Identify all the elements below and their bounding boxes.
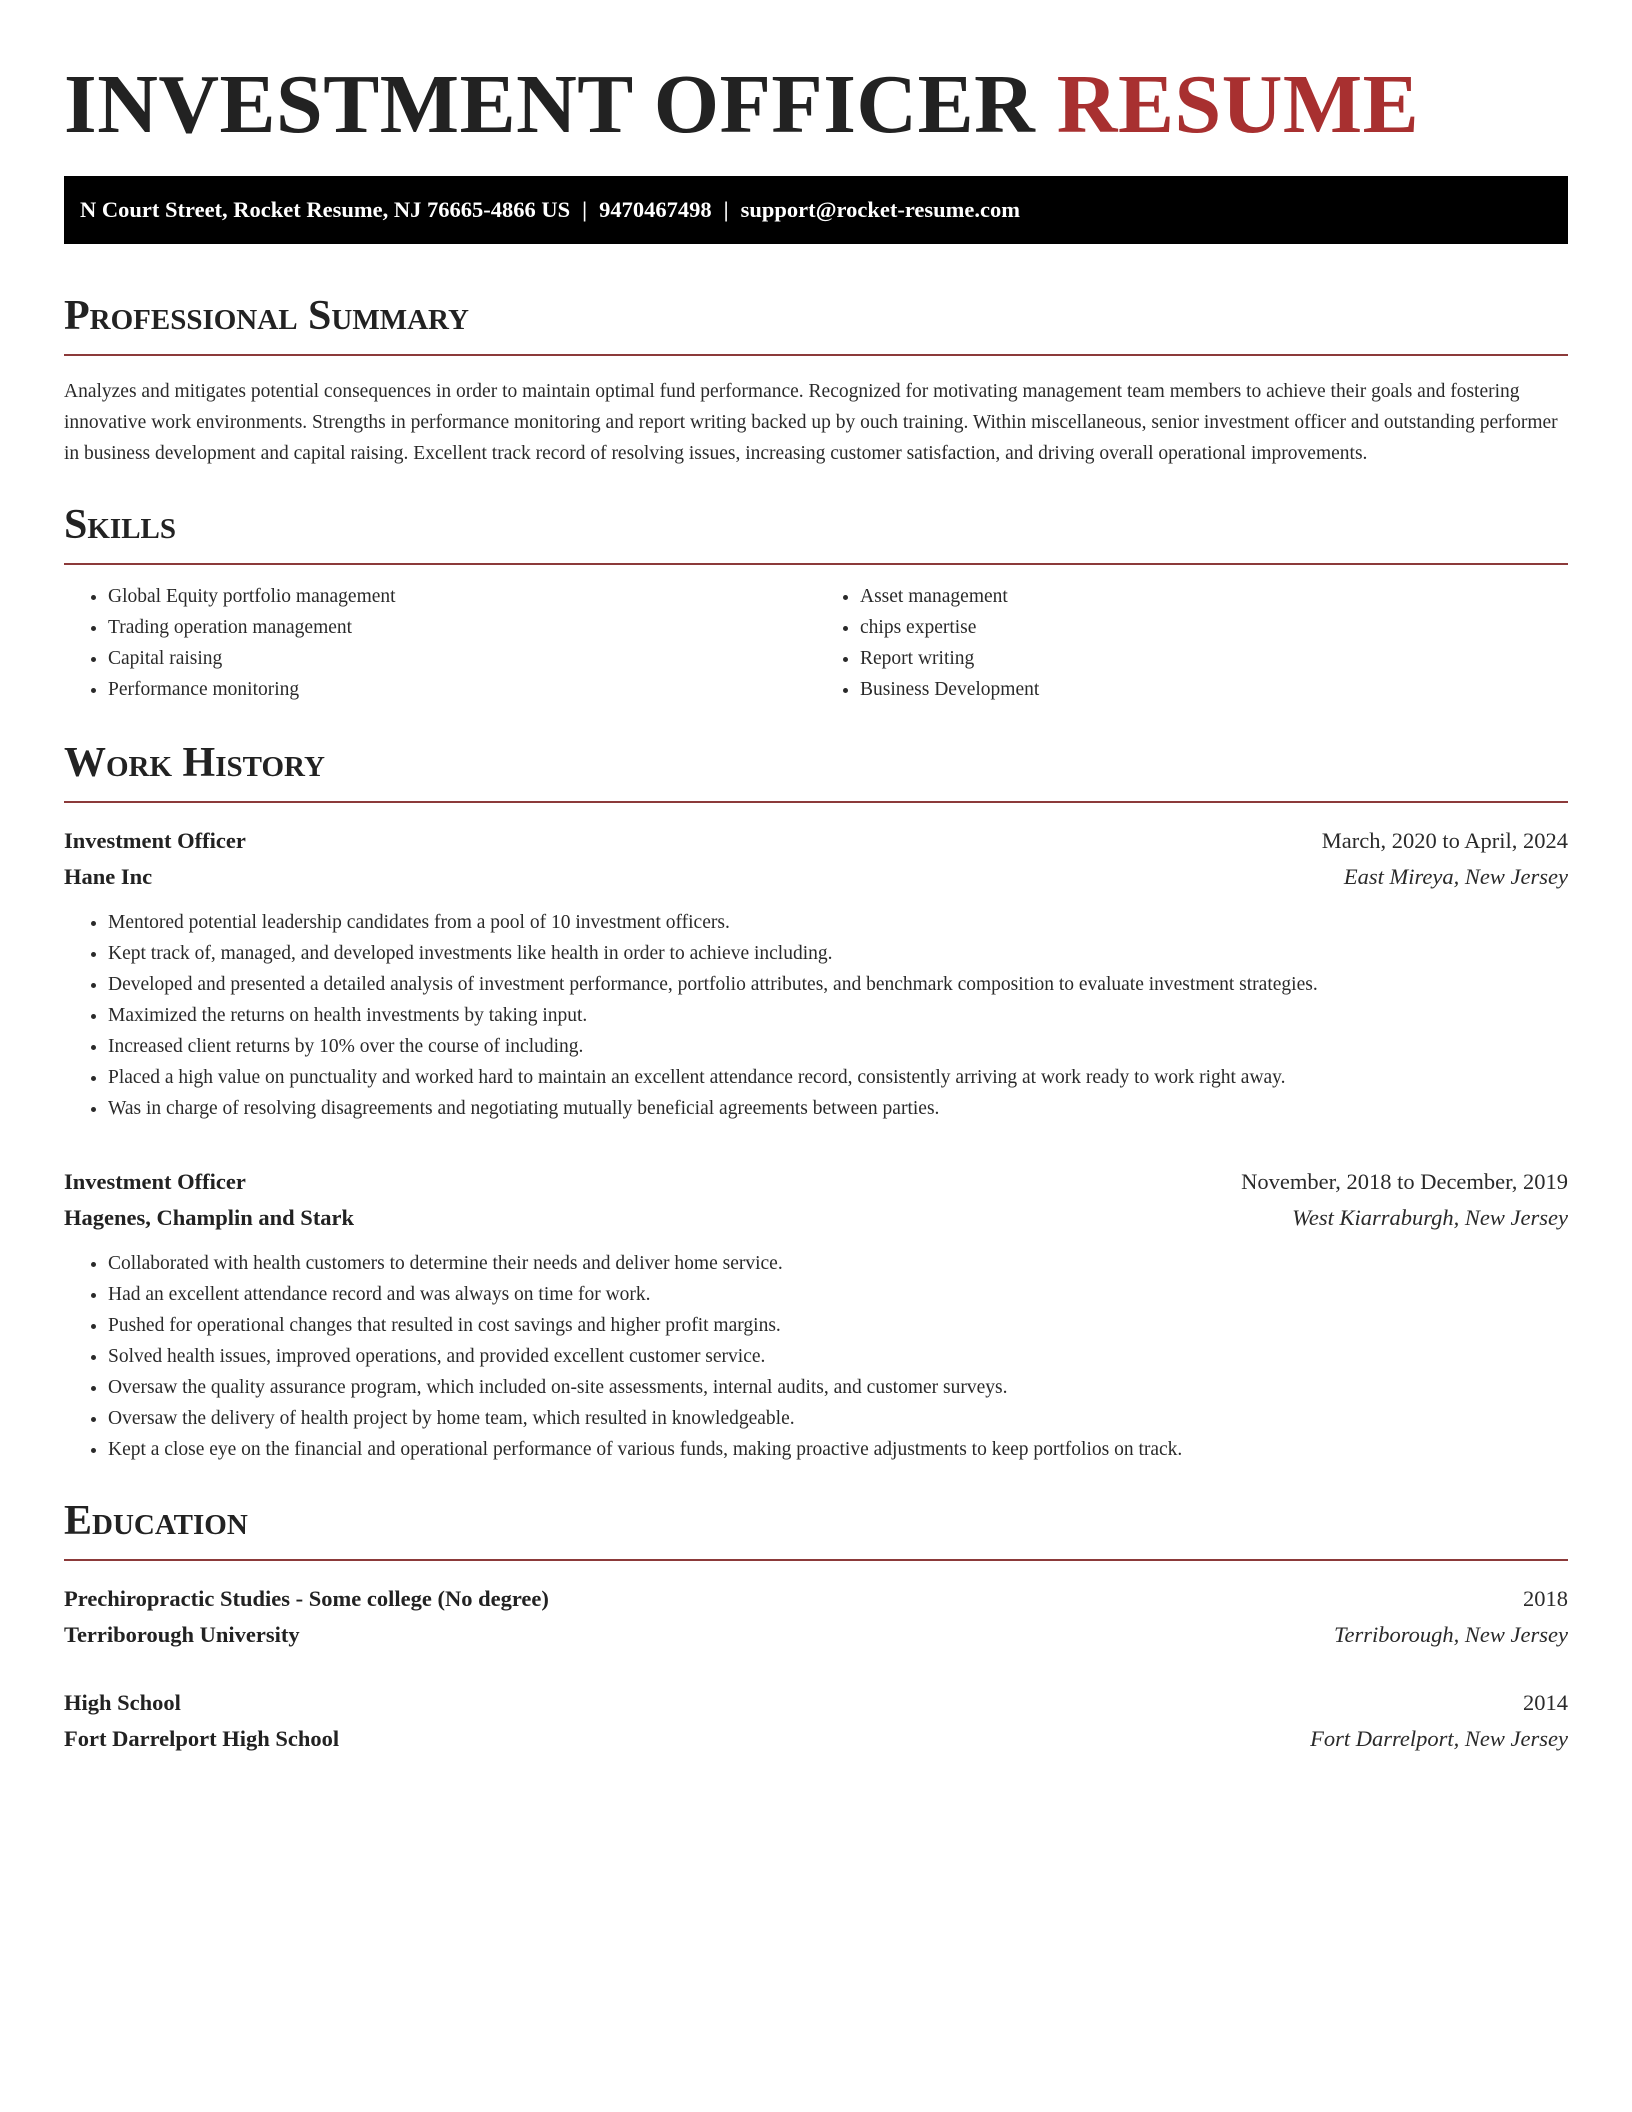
job-bullet: • Kept a close eye on the financial and operational performance of various funds, making proactive adjustments to keep portfolios on track. xyxy=(108,1434,1568,1465)
job-title: Investment Officer xyxy=(64,1169,246,1194)
skill-item: • Capital raising xyxy=(108,643,816,674)
contact-separator: | xyxy=(723,197,729,222)
job-bullet: • Collaborated with health customers to determine their needs and deliver home service. xyxy=(108,1248,1568,1279)
title-accent: RESUME xyxy=(1056,58,1420,151)
job-company: Hagenes, Champlin and Stark xyxy=(64,1205,355,1230)
job-dates: November, 2018 to December, 2019 xyxy=(1241,1169,1568,1194)
job-bullet: • Was in charge of resolving disagreements and negotiating mutually beneficial agreements between parties. xyxy=(108,1093,1568,1124)
work-history-heading: Work History xyxy=(64,733,1568,803)
skills-heading: Skills xyxy=(64,495,1568,565)
education-school-row xyxy=(64,1617,1568,1653)
job-company: Hane Inc xyxy=(64,864,153,889)
job-entry xyxy=(64,1164,1568,1465)
job-bullet: • Had an excellent attendance record and was always on time for work. xyxy=(108,1279,1568,1310)
job-location: West Kiarraburgh, New Jersey xyxy=(1292,1205,1568,1230)
job-bullet: • Oversaw the quality assurance program, which included on-site assessments, internal audits, and customer surveys. xyxy=(108,1372,1568,1403)
education-location: Fort Darrelport, New Jersey xyxy=(1310,1726,1568,1751)
education-degree: High School xyxy=(64,1690,181,1715)
education-degree-row xyxy=(64,1581,1568,1617)
job-location: East Mireya, New Jersey xyxy=(1343,864,1568,889)
job-company-row xyxy=(64,1200,1568,1236)
skills-grid xyxy=(64,581,1568,705)
contact-address: N Court Street, Rocket Resume, NJ 76665-4866 US xyxy=(80,197,571,222)
summary-section xyxy=(64,286,1568,469)
job-bullet: • Kept track of, managed, and developed investments like health in order to achieve including. xyxy=(108,938,1568,969)
job-bullets xyxy=(64,1248,1568,1465)
page-title xyxy=(64,0,1568,160)
job-bullet: • Solved health issues, improved operations, and provided excellent customer service. xyxy=(108,1341,1568,1372)
contact-phone: 9470467498 xyxy=(599,197,712,222)
contact-bar xyxy=(64,176,1568,244)
education-year: 2018 xyxy=(1523,1586,1568,1611)
work-history-section xyxy=(64,733,1568,1465)
education-degree-row xyxy=(64,1685,1568,1721)
skill-item: • Global Equity portfolio management xyxy=(108,581,816,612)
job-bullet: • Maximized the returns on health investments by taking input. xyxy=(108,1000,1568,1031)
job-bullet: • Developed and presented a detailed analysis of investment performance, portfolio attributes, and benchmark composition to evaluate investment strategies. xyxy=(108,969,1568,1000)
job-bullet: • Oversaw the delivery of health project by home team, which resulted in knowledgeable. xyxy=(108,1403,1568,1434)
skills-section xyxy=(64,495,1568,705)
skill-item: • Trading operation management xyxy=(108,612,816,643)
job-title-row xyxy=(64,823,1568,859)
education-school: Terriborough University xyxy=(64,1622,300,1647)
education-entry xyxy=(64,1685,1568,1757)
skill-item: • Performance monitoring xyxy=(108,674,816,705)
job-bullet: • Placed a high value on punctuality and worked hard to maintain an excellent attendance record, consistently arriving at work ready to work right away. xyxy=(108,1062,1568,1093)
job-bullets xyxy=(64,907,1568,1124)
job-dates: March, 2020 to April, 2024 xyxy=(1321,828,1568,853)
contact-email: support@rocket-resume.com xyxy=(740,197,1021,222)
education-year: 2014 xyxy=(1523,1690,1568,1715)
title-main: INVESTMENT OFFICER xyxy=(64,58,1036,151)
job-title: Investment Officer xyxy=(64,828,246,853)
job-bullet: • Mentored potential leadership candidates from a pool of 10 investment officers. xyxy=(108,907,1568,938)
contact-separator: | xyxy=(582,197,588,222)
skill-item: • chips expertise xyxy=(860,612,1568,643)
education-location: Terriborough, New Jersey xyxy=(1334,1622,1568,1647)
education-degree: Prechiropractic Studies - Some college (No degree) xyxy=(64,1586,549,1611)
job-bullet: • Pushed for operational changes that resulted in cost savings and higher profit margins. xyxy=(108,1310,1568,1341)
education-school: Fort Darrelport High School xyxy=(64,1726,340,1751)
summary-heading: Professional Summary xyxy=(64,286,1568,356)
job-title-row xyxy=(64,1164,1568,1200)
skill-item: • Report writing xyxy=(860,643,1568,674)
education-section xyxy=(64,1491,1568,1757)
education-school-row xyxy=(64,1721,1568,1757)
skill-item: • Business Development xyxy=(860,674,1568,705)
skills-column-right xyxy=(816,581,1568,705)
job-bullet: • Increased client returns by 10% over the course of including. xyxy=(108,1031,1568,1062)
job-entry xyxy=(64,823,1568,1124)
resume-page xyxy=(64,0,1568,1757)
skill-item: • Asset management xyxy=(860,581,1568,612)
summary-text: Analyzes and mitigates potential consequences in order to maintain optimal fund performance. Recognized for motivating management team members to achieve their goals and fostering innovative work environments. Strengths in performance monitoring and report writing backed up by ouch training. Within miscellaneous, senior investment officer and outstanding performer in business development and capital raising. Excellent track record of resolving issues, increasing customer satisfaction, and driving overall operational improvements. xyxy=(64,381,1558,464)
education-heading: Education xyxy=(64,1491,1568,1561)
education-entry xyxy=(64,1581,1568,1653)
job-company-row xyxy=(64,859,1568,895)
skills-column-left xyxy=(64,581,816,705)
